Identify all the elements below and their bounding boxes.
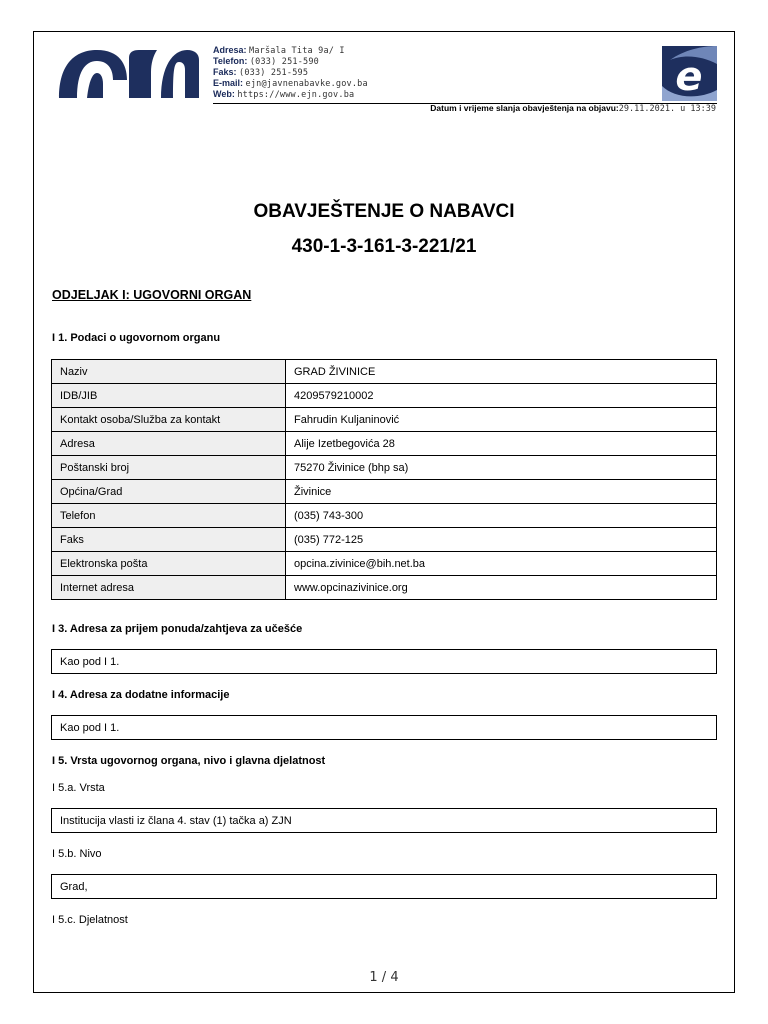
sent-label: Datum i vrijeme slanja obavještenja na objavu: bbox=[430, 103, 619, 113]
contact-value: (033) 251-595 bbox=[239, 68, 309, 78]
contact-label: Adresa bbox=[213, 45, 244, 55]
i1-heading: I 1. Podaci o ugovornom organu bbox=[52, 332, 221, 344]
table-row bbox=[52, 480, 717, 504]
ejn-logo bbox=[57, 46, 201, 98]
i4-heading: I 4. Adresa za dodatne informacije bbox=[52, 689, 230, 701]
field-label: Naziv bbox=[52, 360, 286, 384]
contact-label: Faks bbox=[213, 67, 234, 77]
table-row bbox=[52, 528, 717, 552]
table-row bbox=[52, 408, 717, 432]
field-value: Alije Izetbegovića 28 bbox=[286, 432, 717, 456]
field-value: Fahrudin Kuljaninović bbox=[286, 408, 717, 432]
field-value: 4209579210002 bbox=[286, 384, 717, 408]
field-label: Faks bbox=[52, 528, 286, 552]
table-row bbox=[52, 552, 717, 576]
contact-value: (033) 251-590 bbox=[249, 57, 319, 67]
table-row bbox=[52, 360, 717, 384]
document-title: OBAVJEŠTENJE O NABAVCI bbox=[253, 201, 515, 222]
i3-heading: I 3. Adresa za prijem ponuda/zahtjeva za učešće bbox=[52, 623, 303, 635]
field-value: Živinice bbox=[286, 480, 717, 504]
i5c-label: I 5.c. Djelatnost bbox=[52, 914, 128, 926]
email-link[interactable]: opcina.zivinice@bih.net.ba bbox=[286, 552, 717, 576]
i5b-label: I 5.b. Nivo bbox=[52, 848, 102, 860]
contact-value: https://www.ejn.gov.ba bbox=[237, 90, 355, 100]
table-row bbox=[52, 456, 717, 480]
contact-value: ejn@javnenabavke.gov.ba bbox=[245, 79, 368, 89]
i5-heading: I 5. Vrsta ugovornog organa, nivo i glavna djelatnost bbox=[52, 755, 326, 767]
i5a-label: I 5.a. Vrsta bbox=[52, 782, 105, 794]
field-value: (035) 772-125 bbox=[286, 528, 717, 552]
table-row bbox=[52, 432, 717, 456]
page-number: 1 / 4 bbox=[369, 970, 399, 985]
i4-value-box: Kao pod I 1. bbox=[51, 715, 717, 740]
field-label: Elektronska pošta bbox=[52, 552, 286, 576]
website-link[interactable]: www.opcinazivinice.org bbox=[286, 576, 717, 600]
i5b-value-box: Grad, bbox=[51, 874, 717, 899]
field-value: 75270 Živinice (bhp sa) bbox=[286, 456, 717, 480]
table-row bbox=[52, 384, 717, 408]
field-value: (035) 743-300 bbox=[286, 504, 717, 528]
contact-label: Web bbox=[213, 89, 232, 99]
field-label: Kontakt osoba/Služba za kontakt bbox=[52, 408, 286, 432]
document-number: 430-1-3-161-3-221/21 bbox=[291, 236, 477, 257]
i3-value-box: Kao pod I 1. bbox=[51, 649, 717, 674]
field-label: Općina/Grad bbox=[52, 480, 286, 504]
e-procurement-logo bbox=[662, 46, 717, 101]
svg-text:e: e bbox=[675, 54, 703, 100]
sent-datetime bbox=[430, 103, 716, 114]
table-row bbox=[52, 504, 717, 528]
table-row bbox=[52, 576, 717, 600]
contact-block: Adresa: Maršala Tita 9a/ I Telefon: (033) 251-590 Faks: (033) 251-595 E-mail: ejn@javnenabavke.gov.ba Web: https://www.ejn.gov.ba bbox=[213, 45, 368, 100]
section-heading: ODJELJAK I: UGOVORNI ORGAN bbox=[52, 288, 252, 302]
contact-value: Maršala Tita 9a/ I bbox=[249, 46, 345, 56]
contracting-authority-table bbox=[51, 359, 717, 600]
field-value: GRAD ŽIVINICE bbox=[286, 360, 717, 384]
contact-label: Telefon bbox=[213, 56, 245, 66]
field-label: Telefon bbox=[52, 504, 286, 528]
field-label: Adresa bbox=[52, 432, 286, 456]
sent-value: 29.11.2021. u 13:39 bbox=[618, 104, 716, 114]
i5a-value-box: Institucija vlasti iz člana 4. stav (1) tačka a) ZJN bbox=[51, 808, 717, 833]
field-label: Poštanski broj bbox=[52, 456, 286, 480]
contact-label: E-mail bbox=[213, 78, 241, 88]
field-label: IDB/JIB bbox=[52, 384, 286, 408]
field-label: Internet adresa bbox=[52, 576, 286, 600]
